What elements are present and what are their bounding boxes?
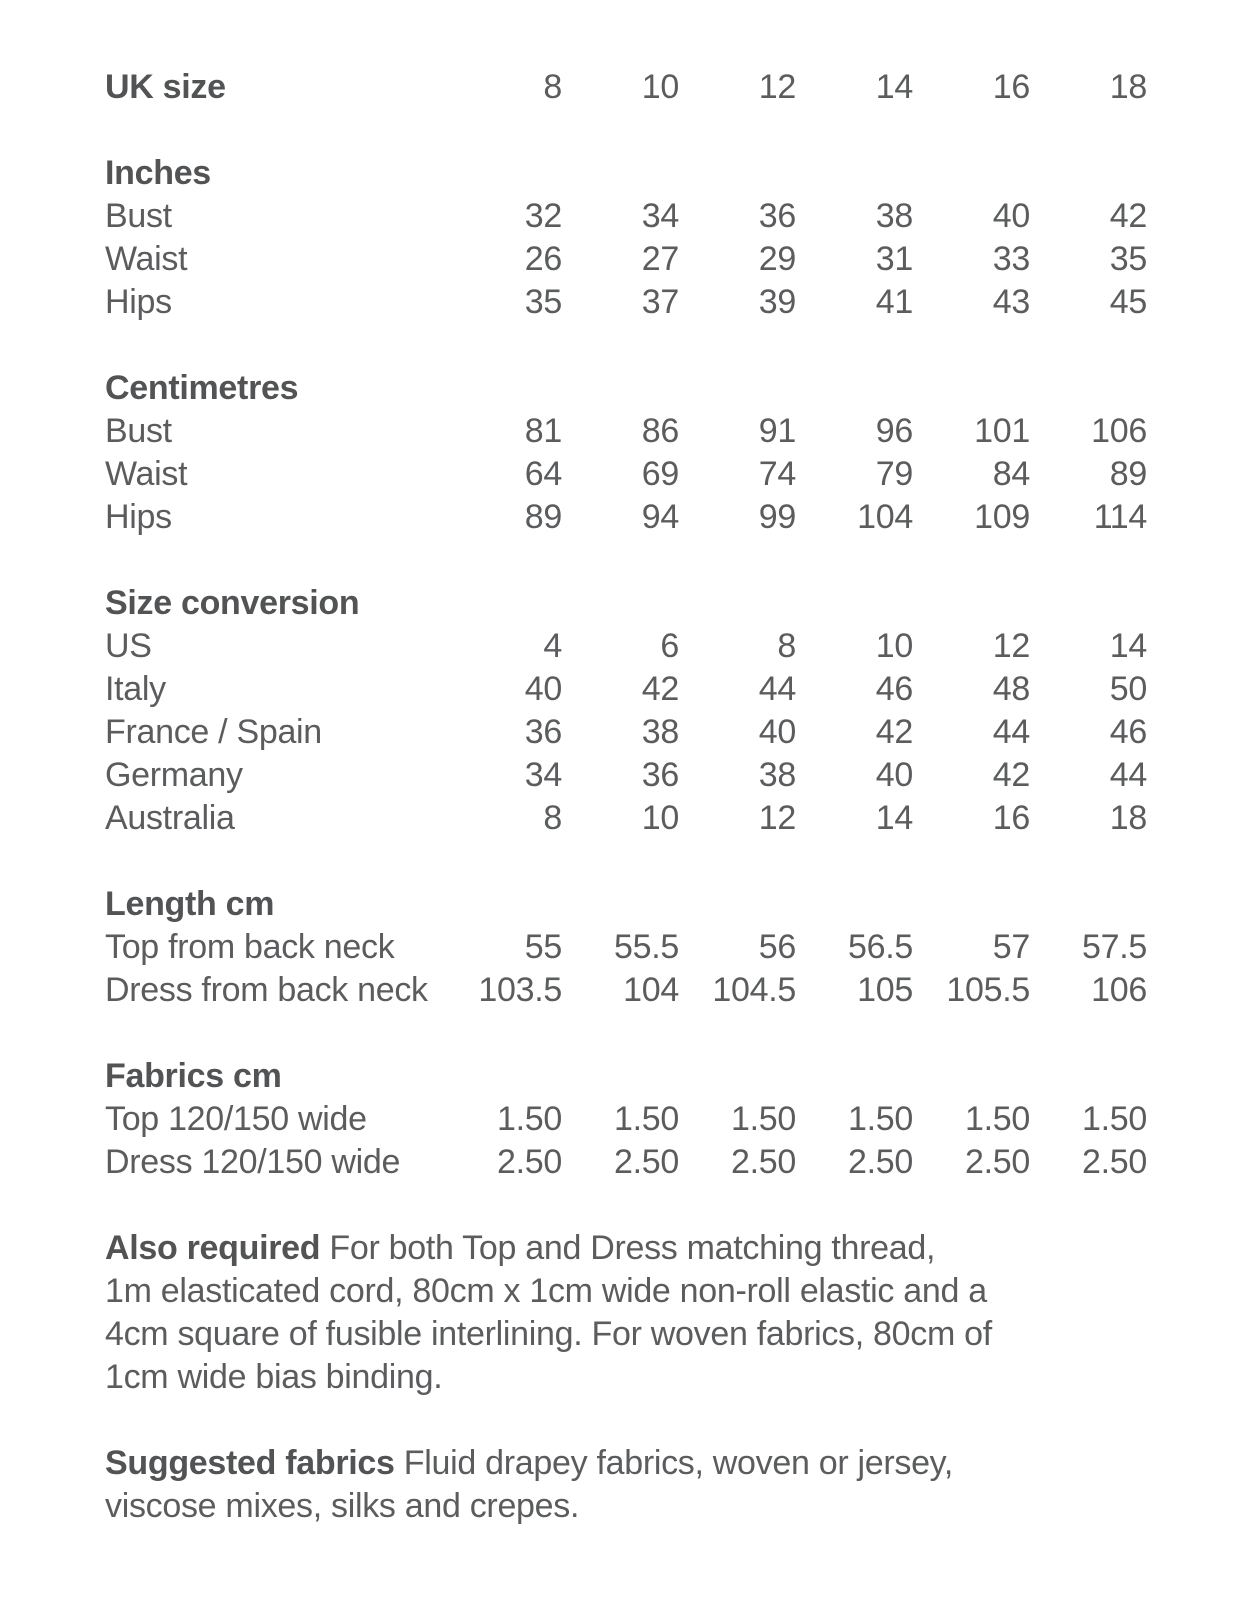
- row-value: 46: [875, 670, 913, 708]
- row-value: 101: [974, 412, 1030, 450]
- row-value: 2.50: [731, 1143, 796, 1181]
- row-value: 34: [524, 756, 562, 794]
- table-row: [105, 152, 1240, 195]
- row-value: 8: [777, 627, 796, 665]
- row-value: 2.50: [965, 1143, 1030, 1181]
- row-value: 1.50: [1082, 1100, 1147, 1138]
- row-value: 40: [524, 670, 562, 708]
- table-row: [105, 883, 1240, 926]
- row-value: 32: [524, 197, 562, 235]
- row-value: 57: [992, 928, 1030, 966]
- table-row: [105, 625, 1240, 668]
- row-label: UK size: [105, 68, 226, 106]
- row-label: Germany: [105, 756, 243, 794]
- row-value: 27: [641, 240, 679, 278]
- row-value: 74: [758, 455, 796, 493]
- row-value: 91: [758, 412, 796, 450]
- row-label: Bust: [105, 197, 172, 235]
- row-value: 35: [1109, 240, 1147, 278]
- row-value: 109: [974, 498, 1030, 536]
- note-label: Also required: [105, 1229, 321, 1267]
- row-value: 42: [992, 756, 1030, 794]
- table-row: [105, 668, 1240, 711]
- row-value: 39: [758, 283, 796, 321]
- section-heading: Fabrics cm: [105, 1057, 282, 1095]
- table-row: [105, 496, 1240, 539]
- note-text: Fluid drapey fabrics, woven or jersey,: [394, 1444, 954, 1482]
- table-row: [105, 453, 1240, 496]
- row-label: Dress 120/150 wide: [105, 1143, 401, 1181]
- row-label: Hips: [105, 498, 172, 536]
- table-row: [105, 754, 1240, 797]
- row-value: 14: [1109, 627, 1147, 665]
- row-value: 104: [623, 971, 679, 1009]
- row-value: 105: [857, 971, 913, 1009]
- row-label: France / Spain: [105, 713, 322, 751]
- row-label: Waist: [105, 455, 188, 493]
- row-value: 12: [758, 799, 796, 837]
- row-value: 48: [992, 670, 1030, 708]
- row-value: 106: [1091, 971, 1147, 1009]
- table-row: [105, 1141, 1240, 1184]
- row-value: 84: [992, 455, 1030, 493]
- row-value: 8: [543, 68, 562, 106]
- table-row: [105, 238, 1240, 281]
- row-value: 40: [992, 197, 1030, 235]
- row-value: 10: [641, 68, 679, 106]
- size-chart-table: [105, 66, 1240, 1184]
- note-line: [105, 1227, 1240, 1270]
- note-line: viscose mixes, silks and crepes.: [105, 1487, 580, 1525]
- row-value: 36: [758, 197, 796, 235]
- table-row: [105, 1098, 1240, 1141]
- row-value: 8: [543, 799, 562, 837]
- row-label: Top 120/150 wide: [105, 1100, 367, 1138]
- row-value: 18: [1109, 68, 1147, 106]
- row-value: 2.50: [497, 1143, 562, 1181]
- section-heading: Inches: [105, 154, 211, 192]
- row-value: 10: [641, 799, 679, 837]
- row-value: 1.50: [731, 1100, 796, 1138]
- row-value: 16: [992, 799, 1030, 837]
- row-value: 50: [1109, 670, 1147, 708]
- row-value: 44: [758, 670, 796, 708]
- row-value: 46: [1109, 713, 1147, 751]
- notes-section: [105, 1227, 1240, 1528]
- table-row: [105, 66, 1240, 109]
- row-value: 37: [641, 283, 679, 321]
- table-row: [105, 711, 1240, 754]
- row-value: 16: [992, 68, 1030, 106]
- row-value: 41: [875, 283, 913, 321]
- row-value: 103.5: [478, 971, 562, 1009]
- row-label: US: [105, 627, 152, 665]
- row-value: 2.50: [848, 1143, 913, 1181]
- row-value: 69: [641, 455, 679, 493]
- section-heading: Length cm: [105, 885, 275, 923]
- row-value: 55: [524, 928, 562, 966]
- row-value: 1.50: [965, 1100, 1030, 1138]
- row-value: 99: [758, 498, 796, 536]
- row-label: Italy: [105, 670, 166, 708]
- row-label: Australia: [105, 799, 235, 837]
- row-value: 36: [641, 756, 679, 794]
- row-value: 89: [1109, 455, 1147, 493]
- row-value: 44: [1109, 756, 1147, 794]
- row-value: 14: [875, 799, 913, 837]
- row-value: 12: [992, 627, 1030, 665]
- row-label: Top from back neck: [105, 928, 395, 966]
- note-line: 1cm wide bias binding.: [105, 1358, 443, 1396]
- row-value: 35: [524, 283, 562, 321]
- row-value: 114: [1093, 498, 1147, 536]
- table-row: [105, 582, 1240, 625]
- row-value: 42: [1109, 197, 1147, 235]
- row-value: 2.50: [614, 1143, 679, 1181]
- row-value: 104.5: [712, 971, 796, 1009]
- note: [105, 1442, 1240, 1528]
- row-value: 43: [992, 283, 1030, 321]
- row-value: 94: [641, 498, 679, 536]
- row-value: 104: [857, 498, 913, 536]
- row-value: 96: [875, 412, 913, 450]
- row-value: 14: [875, 68, 913, 106]
- row-value: 12: [758, 68, 796, 106]
- table-row: [105, 926, 1240, 969]
- row-value: 1.50: [848, 1100, 913, 1138]
- row-value: 29: [758, 240, 796, 278]
- table-row: [105, 195, 1240, 238]
- row-value: 106: [1091, 412, 1147, 450]
- row-value: 1.50: [614, 1100, 679, 1138]
- row-label: Waist: [105, 240, 188, 278]
- row-value: 33: [992, 240, 1030, 278]
- row-value: 6: [660, 627, 679, 665]
- row-value: 2.50: [1082, 1143, 1147, 1181]
- row-value: 31: [875, 240, 913, 278]
- row-value: 89: [524, 498, 562, 536]
- note-label: Suggested fabrics: [105, 1444, 395, 1482]
- row-value: 38: [641, 713, 679, 751]
- row-value: 56: [758, 928, 796, 966]
- row-label: Dress from back neck: [105, 971, 428, 1009]
- section-heading: Size conversion: [105, 584, 360, 622]
- table-row: [105, 1055, 1240, 1098]
- row-value: 40: [875, 756, 913, 794]
- row-value: 45: [1109, 283, 1147, 321]
- table-row: [105, 281, 1240, 324]
- table-row: [105, 969, 1240, 1012]
- table-row: [105, 367, 1240, 410]
- row-value: 34: [641, 197, 679, 235]
- row-value: 86: [641, 412, 679, 450]
- row-value: 56.5: [848, 928, 913, 966]
- row-value: 81: [524, 412, 562, 450]
- row-value: 40: [758, 713, 796, 751]
- row-value: 42: [641, 670, 679, 708]
- row-value: 10: [875, 627, 913, 665]
- row-value: 18: [1109, 799, 1147, 837]
- row-value: 42: [875, 713, 913, 751]
- row-value: 26: [524, 240, 562, 278]
- row-value: 36: [524, 713, 562, 751]
- row-label: Bust: [105, 412, 172, 450]
- note-line: [105, 1442, 1240, 1485]
- row-value: 4: [543, 627, 562, 665]
- row-value: 55.5: [614, 928, 679, 966]
- row-value: 44: [992, 713, 1030, 751]
- row-label: Hips: [105, 283, 172, 321]
- row-value: 64: [524, 455, 562, 493]
- row-value: 79: [875, 455, 913, 493]
- row-value: 57.5: [1082, 928, 1147, 966]
- row-value: 38: [758, 756, 796, 794]
- note-line: 4cm square of fusible interlining. For woven fabrics, 80cm of: [105, 1315, 992, 1353]
- note-line: 1m elasticated cord, 80cm x 1cm wide non-roll elastic and a: [105, 1272, 987, 1310]
- row-value: 105.5: [946, 971, 1030, 1009]
- note-text: For both Top and Dress matching thread,: [320, 1229, 936, 1267]
- row-value: 1.50: [497, 1100, 562, 1138]
- table-row: [105, 797, 1240, 840]
- note: [105, 1227, 1240, 1399]
- section-heading: Centimetres: [105, 369, 299, 407]
- row-value: 38: [875, 197, 913, 235]
- table-row: [105, 410, 1240, 453]
